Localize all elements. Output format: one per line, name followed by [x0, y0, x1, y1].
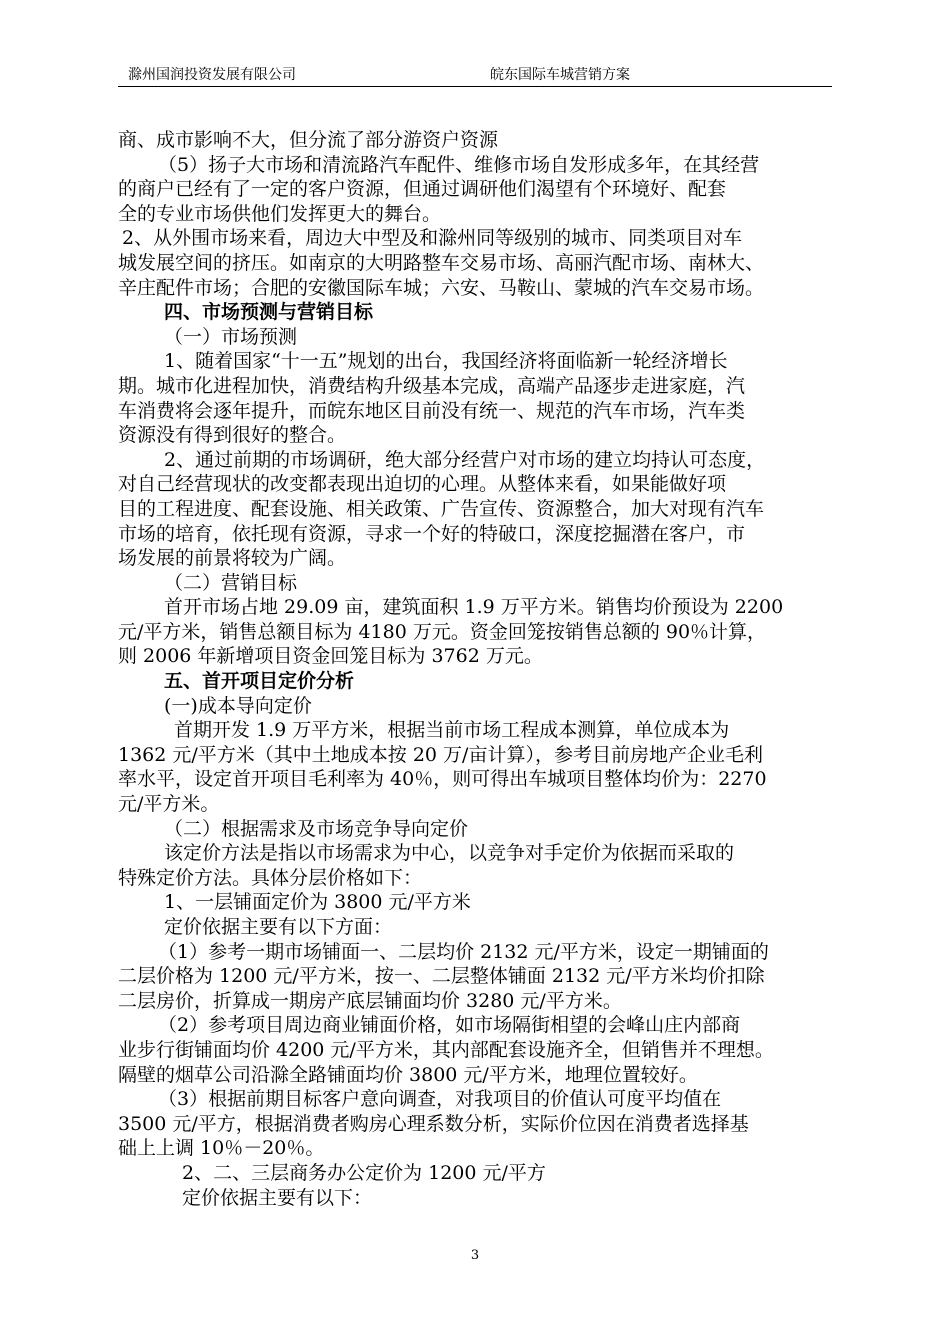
- text-line: 的商户已经有了一定的客户资源，但通过调研他们渴望有个环境好、配套: [118, 178, 727, 201]
- text-line: 目的工程进度、配套设施、相关政策、广告宣传、资源整合，加大对现有汽车: [118, 497, 765, 520]
- subsection-heading: (一)成本导向定价: [164, 694, 312, 717]
- header-doc-title: 皖东国际车城营销方案: [490, 67, 630, 83]
- text-line: 市场的培育，依托现有资源，寻求一个好的特破口，深度挖掘潜在客户，市: [118, 522, 746, 545]
- text-line: 1362 元/平方米（其中土地成本按 20 万/亩计算），参考目前房地产企业毛利: [118, 743, 763, 766]
- text-line: 础上上调 10％－20％。: [118, 1137, 325, 1160]
- text-line: 则 2006 年新增项目资金回笼目标为 3762 万元。: [118, 645, 543, 668]
- section-heading: 五、首开项目定价分析: [164, 670, 355, 693]
- subsection-heading: （一）市场预测: [164, 325, 298, 348]
- text-line: 城发展空间的挤压。如南京的大明路整车交易市场、高丽汽配市场、南林大、: [118, 251, 765, 274]
- document-body: [118, 128, 838, 1210]
- text-line: 该定价方法是指以市场需求为中心，以竞争对手定价为依据而采取的: [164, 842, 735, 865]
- text-line: 2、二、三层商务办公定价为 1200 元/平方: [182, 1161, 546, 1184]
- text-line: 隔壁的烟草公司沿滁全路铺面均价 3800 元/平方米，地理位置较好。: [118, 1063, 698, 1086]
- text-line: 二层房价，折算成一期房产底层铺面均价 3280 元/平方米。: [118, 989, 622, 1012]
- text-line: 业步行街铺面均价 4200 元/平方米，其内部配套设施齐全，但销售并不理想。: [118, 1038, 774, 1061]
- header-company: 滁州国润投资发展有限公司: [128, 67, 296, 83]
- text-line: 元/平方米。: [118, 793, 220, 816]
- text-line: 车消费将会逐年提升，而皖东地区目前没有统一、规范的汽车市场，汽车类: [118, 399, 746, 422]
- text-line: 1、一层铺面定价为 3800 元/平方米: [164, 891, 471, 914]
- subsection-heading: （二）营销目标: [164, 571, 298, 594]
- text-line: 场发展的前景将较为广阔。: [118, 547, 347, 570]
- text-line: 定价依据主要有以下：: [182, 1186, 373, 1209]
- text-line: 商、成市影响不大，但分流了部分游资户资源: [118, 129, 499, 151]
- text-line: 首期开发 1.9 万平方米，根据当前市场工程成本测算，单位成本为: [174, 719, 730, 742]
- section-heading: 四、市场预测与营销目标: [164, 301, 374, 324]
- text-line: 首开市场占地 29.09 亩，建筑面积 1.9 万平方米。销售均价预设为 2200: [164, 596, 784, 619]
- text-line: 资源没有得到很好的整合。: [118, 424, 347, 447]
- text-line: 定价依据主要有以下方面：: [164, 916, 393, 938]
- text-line: 2、通过前期的市场调研，绝大部分经营户对市场的建立均持认可态度，: [164, 448, 766, 471]
- text-line: （5）扬子大市场和清流路汽车配件、维修市场自发形成多年，在其经营: [158, 153, 760, 176]
- text-line: （3）根据前期目标客户意向调查，对我项目的价值认可度平均值在: [158, 1088, 722, 1111]
- text-line: 对自己经营现状的改变都表现出迫切的心理。从整体来看，如果能做好项: [118, 473, 727, 496]
- text-line: 全的专业市场供他们发挥更大的舞台。: [118, 202, 442, 225]
- text-line: 1、随着国家“十一五”规划的出台，我国经济将面临新一轮经济增长: [164, 350, 728, 373]
- text-line: 辛庄配件市场；合肥的安徽国际车城；六安、马鞍山、蒙城的汽车交易市场。: [118, 276, 765, 299]
- text-line: （1）参考一期市场铺面一、二层均价 2132 元/平方米，设定一期铺面的: [158, 940, 769, 963]
- text-line: （2）参考项目周边商业铺面价格，如市场隔街相望的会峰山庄内部商: [158, 1014, 741, 1037]
- page-number: 3: [470, 1248, 480, 1263]
- text-line: 特殊定价方法。具体分层价格如下：: [118, 866, 423, 889]
- page-header: [118, 64, 832, 87]
- text-line: 2、从外围市场来看，周边大中型及和滁州同等级别的城市、同类项目对车: [122, 227, 743, 250]
- subsection-heading: （二）根据需求及市场竞争导向定价: [164, 817, 469, 840]
- text-line: 元/平方米，销售总额目标为 4180 万元。资金回笼按销售总额的 90％计算，: [118, 620, 767, 643]
- text-line: 二层价格为 1200 元/平方米，按一、二层整体铺面 2132 元/平方米均价扣除: [118, 965, 765, 988]
- text-line: 期。城市化进程加快，消费结构升级基本完成，高端产品逐步走进家庭，汽: [118, 374, 746, 397]
- text-line: 3500 元/平方，根据消费者购房心理系数分析，实际价位因在消费者选择基: [118, 1112, 749, 1135]
- text-line: 率水平，设定首开项目毛利率为 40％，则可得出车城项目整体均价为：2270: [118, 768, 767, 791]
